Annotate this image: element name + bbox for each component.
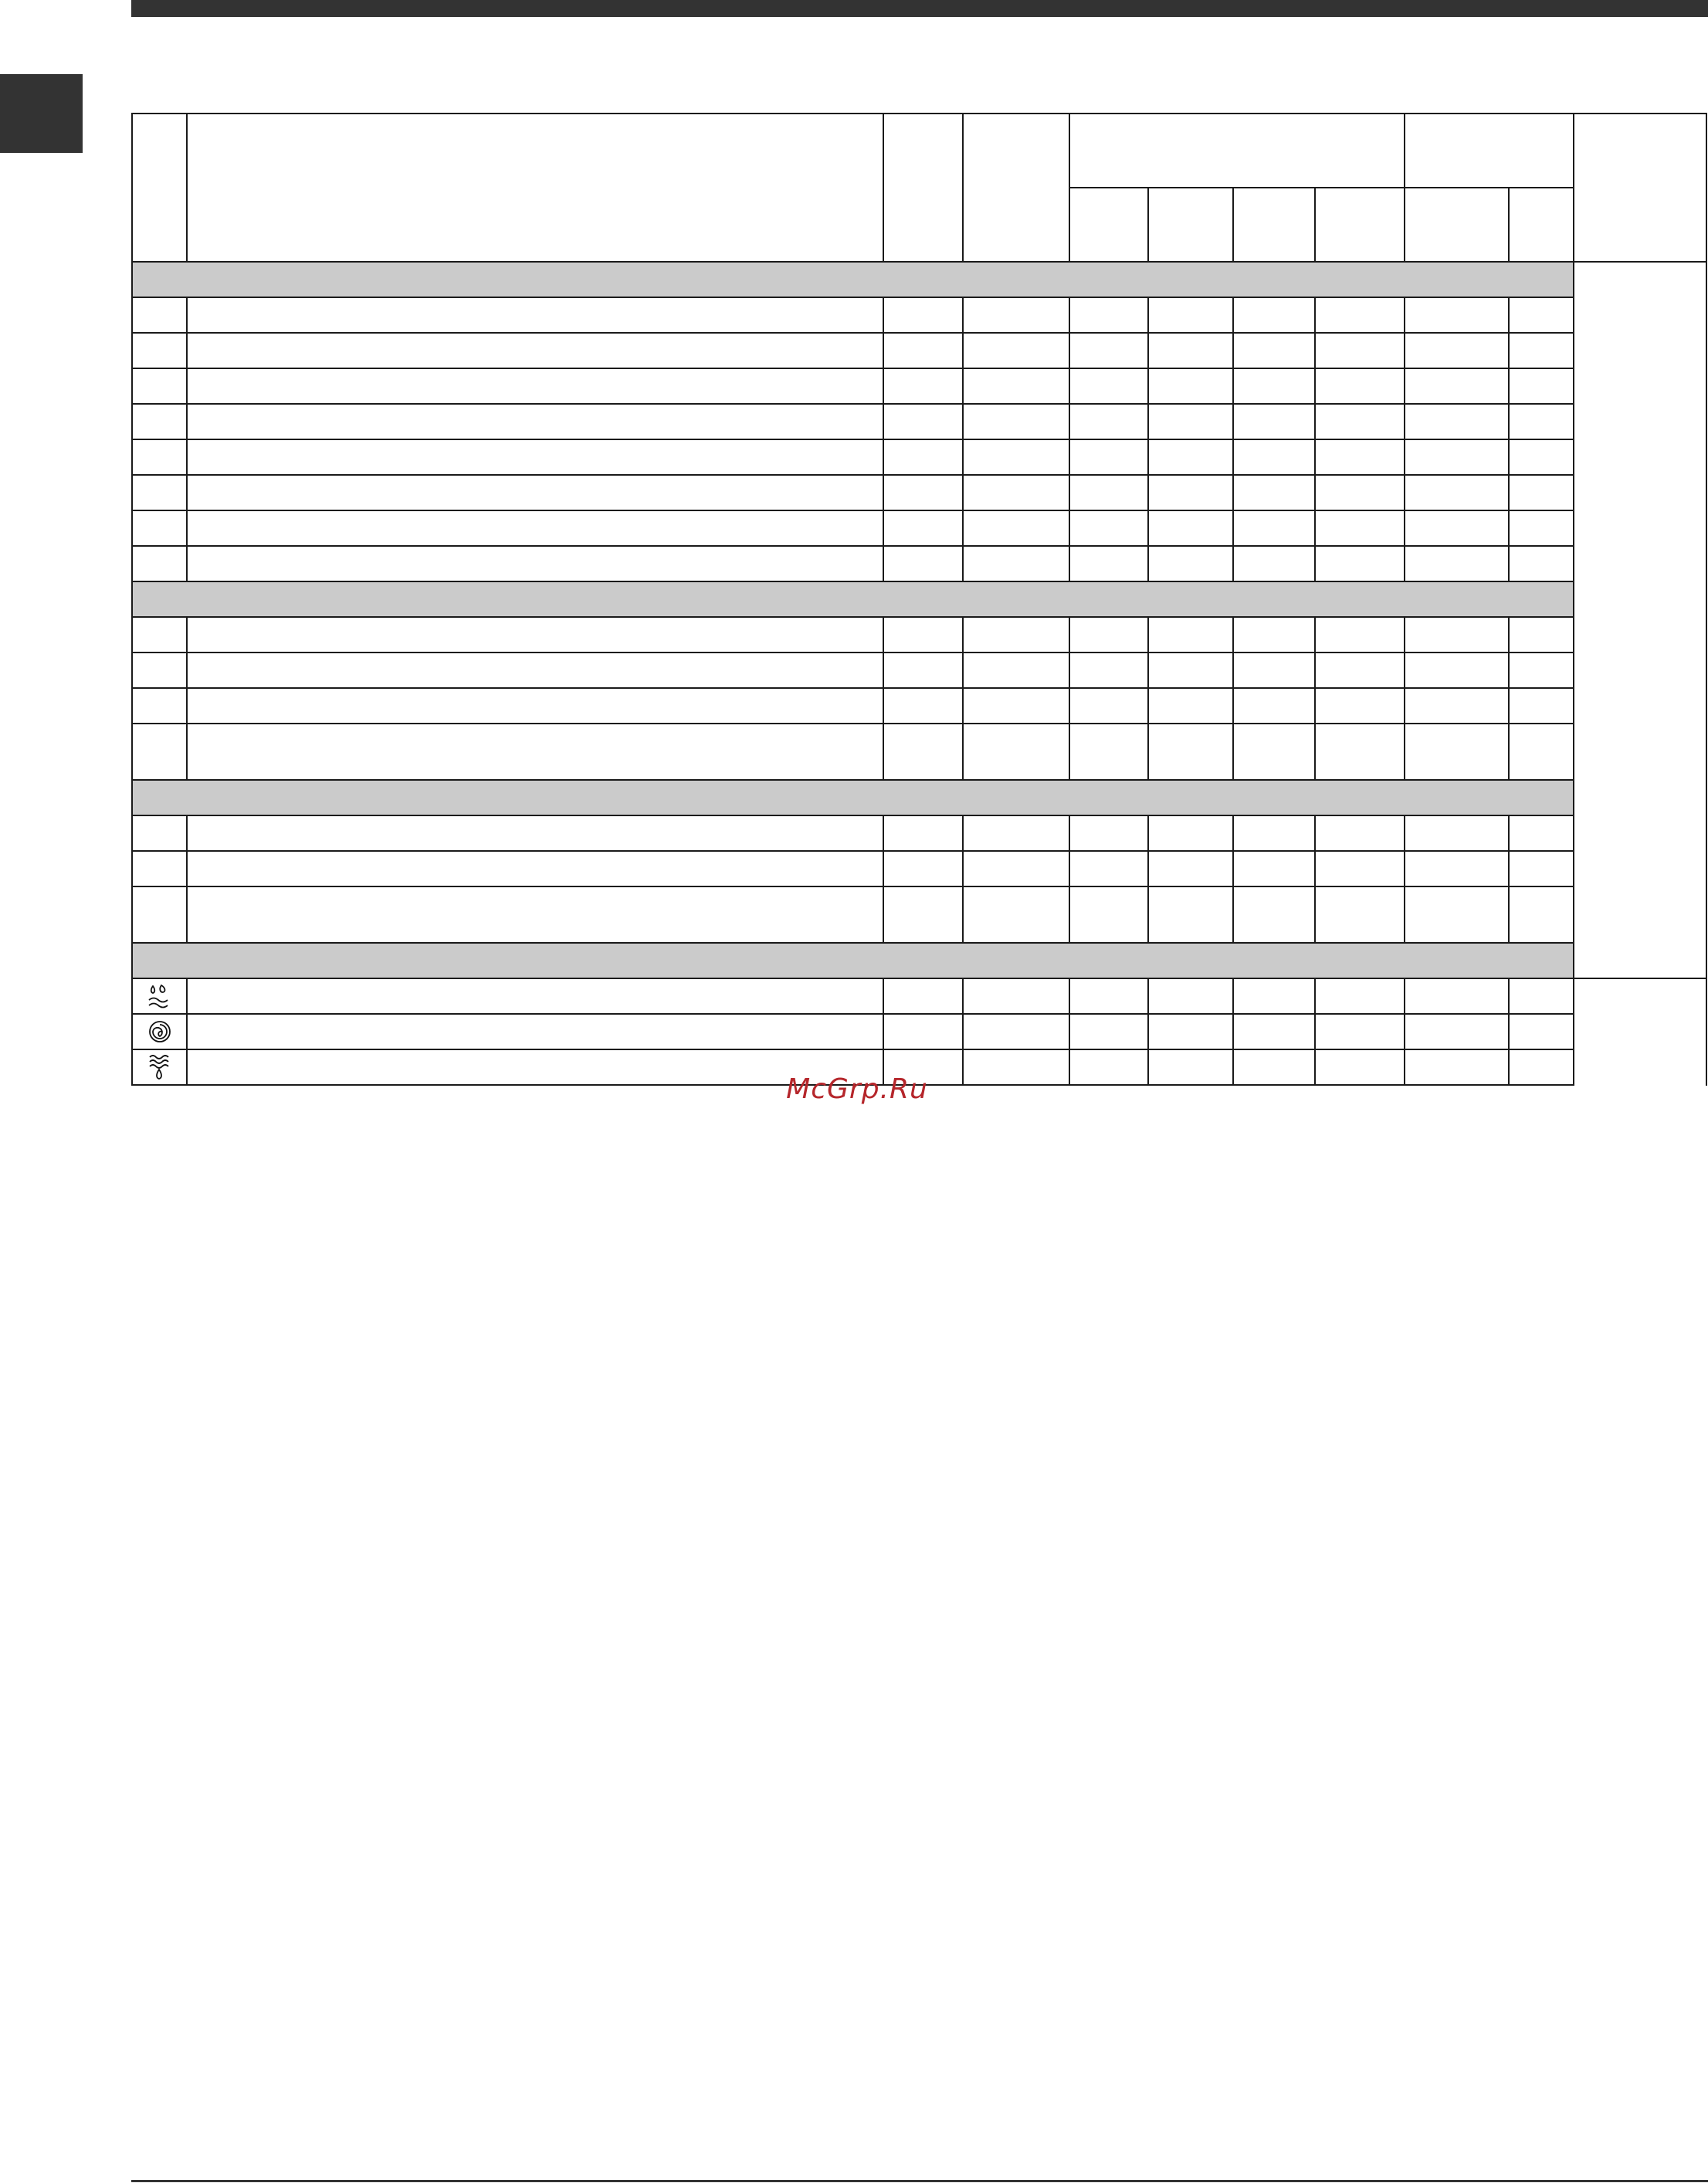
table-row (132, 404, 1706, 439)
header-cell-temperature (883, 114, 963, 262)
subheader-cell (1405, 188, 1509, 262)
table-row (132, 368, 1706, 404)
header-cell-duration (1574, 114, 1706, 262)
header-cell-detergents (1069, 114, 1405, 188)
group-row (132, 581, 1706, 617)
subheader-cell (1069, 188, 1148, 262)
header-cell-load (1405, 114, 1574, 188)
table-row (132, 653, 1706, 688)
stain-removal-icon (132, 978, 187, 1014)
programme-table (131, 113, 1707, 1086)
table-row (132, 439, 1706, 475)
table-row (132, 475, 1706, 510)
header-cell-programme (187, 114, 883, 262)
header-cell-number (132, 114, 187, 262)
table-row (132, 815, 1706, 851)
table-row (132, 851, 1706, 886)
table-header-row (132, 114, 1706, 188)
table-row (132, 688, 1706, 724)
table-row (132, 617, 1706, 653)
language-side-tab (0, 74, 83, 153)
top-header-bar (131, 0, 1708, 17)
group-header-cell (132, 581, 1574, 617)
group-row (132, 262, 1706, 297)
group-row (132, 943, 1706, 978)
table-row (132, 886, 1706, 943)
subheader-cell (1148, 188, 1233, 262)
table-row (132, 510, 1706, 546)
spin-icon (132, 1014, 187, 1049)
group-header-cell (132, 943, 1574, 978)
watermark-text: McGrp.Ru (786, 1073, 928, 1105)
group-row (132, 780, 1706, 815)
drain-icon (132, 1049, 187, 1085)
subheader-cell (1233, 188, 1315, 262)
table-row (132, 333, 1706, 368)
group-header-cell (132, 262, 1574, 297)
table-row (132, 546, 1706, 581)
footer-rule (131, 2180, 1708, 2182)
table-row (132, 297, 1706, 333)
duration-side-cell (1574, 262, 1706, 978)
subheader-cell (1315, 188, 1405, 262)
table-row (132, 1014, 1706, 1049)
header-cell-spin-speed (963, 114, 1069, 262)
group-header-cell (132, 780, 1574, 815)
subheader-cell (1509, 188, 1574, 262)
table-row (132, 724, 1706, 780)
table-row (132, 978, 1706, 1014)
